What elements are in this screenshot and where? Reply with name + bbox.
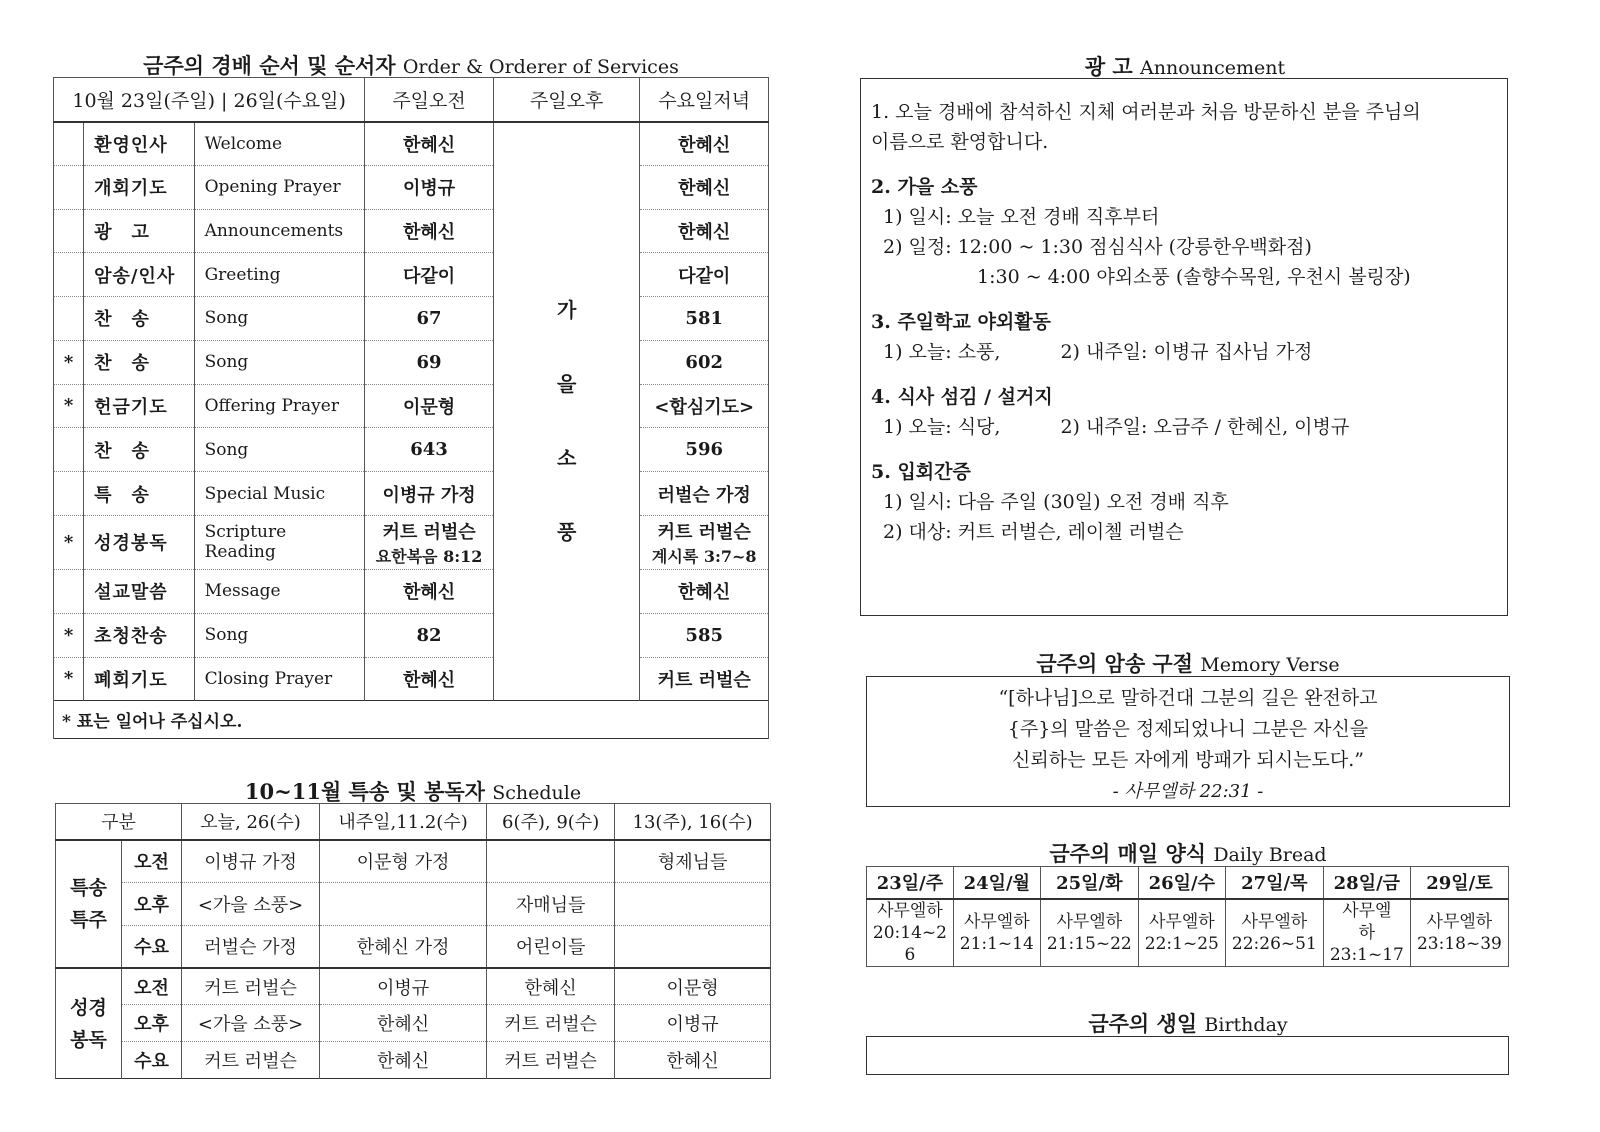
service-item-en: Song	[194, 297, 365, 341]
schedule-cell: 한혜신	[320, 1005, 487, 1042]
announcement-title-en: Announcement	[1140, 57, 1286, 79]
service-wed-cell	[640, 515, 769, 569]
service-wed-cell	[640, 613, 769, 657]
daily-bread-passage-line: 6	[904, 944, 916, 965]
service-pm-cell	[493, 122, 640, 701]
service-wed-cell	[640, 253, 769, 297]
stand-marker	[54, 570, 84, 614]
daily-bread-passage-line: 21:15~22	[1046, 933, 1132, 954]
announcement-item-3-next: 2) 내주일: 이병규 집사님 가정	[1060, 341, 1313, 363]
daily-bread-day: 29일/토	[1410, 867, 1508, 899]
service-item-ko: 특 송	[84, 472, 194, 516]
daily-bread-passage-line: 사무엘하	[1241, 911, 1308, 932]
stand-marker	[54, 428, 84, 472]
daily-bread-passage	[1323, 899, 1410, 967]
service-wed-cell	[640, 428, 769, 472]
service-am-cell	[365, 122, 494, 166]
service-am-person: 이병규	[402, 178, 456, 200]
schedule-cell: 이문형	[615, 968, 771, 1005]
service-row	[54, 472, 769, 516]
schedule-cell: 이병규 가정	[182, 840, 320, 883]
service-wed-person: <합심기도>	[654, 396, 755, 418]
daily-bread-day: 24일/월	[953, 867, 1040, 899]
memory-verse-line-2: {주}의 말씀은 정제되었나니 그분은 자신을	[1007, 718, 1369, 740]
services-title-ko: 금주의 경배 순서 및 순서자	[143, 53, 396, 78]
services-header-am: 주일오전	[365, 78, 494, 122]
service-wed-person: 581	[685, 307, 723, 329]
service-item-en: Scripture Reading	[194, 515, 365, 569]
daily-bread-passage-line: 23:18~39	[1416, 933, 1502, 954]
schedule-cell: 한혜신	[320, 1042, 487, 1079]
service-am-person: 한혜신	[402, 221, 456, 243]
service-am-person: 한혜신	[402, 582, 456, 604]
announcement-item-5-head: 5. 입회간증	[871, 461, 971, 483]
service-row	[54, 340, 769, 384]
schedule-title-ko: 10~11월 특송 및 봉독자	[244, 779, 485, 804]
memory-verse-reference: - 사무엘하 22:31 -	[1112, 781, 1264, 802]
daily-bread-title-en: Daily Bread	[1213, 844, 1327, 866]
service-item-en: Opening Prayer	[194, 165, 365, 209]
service-row	[54, 253, 769, 297]
memory-verse-title-ko: 금주의 암송 구절	[1036, 651, 1193, 676]
service-pm-char: 을	[556, 371, 577, 396]
service-wed-cell	[640, 122, 769, 166]
service-wed-cell	[640, 384, 769, 428]
service-wed-cell	[640, 472, 769, 516]
schedule-row	[56, 840, 771, 883]
announcement-item-2-head: 2. 가을 소풍	[871, 176, 978, 198]
announcement-box	[860, 78, 1508, 616]
birthday-box	[866, 1036, 1509, 1075]
services-header-date: 10월 23일(주일) | 26일(수요일)	[54, 78, 365, 122]
service-item-en: Closing Prayer	[194, 657, 365, 701]
schedule-cell: 한혜신	[487, 968, 615, 1005]
service-row	[54, 209, 769, 253]
schedule-group-label-part: 특주	[70, 908, 107, 931]
services-header-row	[54, 78, 769, 122]
daily-bread-passage-line: 사무엘하	[1148, 911, 1215, 932]
service-wed-person: 한혜신	[678, 178, 731, 200]
service-am-person: 643	[410, 439, 448, 461]
daily-bread-passage	[1225, 899, 1323, 967]
services-table	[53, 77, 769, 739]
daily-bread-day: 28일/금	[1323, 867, 1410, 899]
service-am-cell	[365, 165, 494, 209]
service-wed-cell	[640, 209, 769, 253]
service-am-cell	[365, 515, 494, 569]
schedule-cell: 커트 러벌슨	[182, 1042, 320, 1079]
announcement-title-ko: 광 고	[1084, 54, 1133, 79]
birthday-title	[866, 1008, 1510, 1038]
service-item-ko: 환영인사	[84, 122, 194, 166]
daily-bread-passage-line: 22:26~51	[1231, 933, 1317, 954]
service-item-en: Announcements	[194, 209, 365, 253]
service-item-ko: 찬 송	[84, 428, 194, 472]
service-item-ko: 개회기도	[84, 165, 194, 209]
service-am-cell	[365, 297, 494, 341]
schedule-header-row	[56, 804, 771, 840]
service-item-en: Welcome	[194, 122, 365, 166]
service-am-cell	[365, 570, 494, 614]
daily-bread-day: 27일/목	[1225, 867, 1323, 899]
daily-bread-table	[866, 866, 1509, 967]
daily-bread-header-row	[867, 867, 1509, 899]
daily-bread-passage	[867, 899, 954, 967]
daily-bread-passage	[1040, 899, 1138, 967]
daily-bread-passage-line: 사무엘	[1342, 900, 1392, 921]
service-am-person: 이문형	[402, 396, 456, 418]
schedule-cell	[487, 840, 615, 883]
service-item-ko: 성경봉독	[84, 515, 194, 569]
schedule-cell	[320, 882, 487, 925]
schedule-header-cell: 구분	[56, 804, 182, 840]
daily-bread-day: 26일/수	[1138, 867, 1225, 899]
announcement-item-5	[871, 457, 1493, 547]
service-row	[54, 297, 769, 341]
service-wed-person: 한혜신	[678, 221, 731, 243]
schedule-header-cell: 오늘, 26(수)	[182, 804, 320, 840]
schedule-row	[56, 925, 771, 968]
schedule-cell	[615, 882, 771, 925]
service-item-ko: 찬 송	[84, 297, 194, 341]
schedule-cell: 커트 러벌슨	[487, 1042, 615, 1079]
service-item-en: Song	[194, 340, 365, 384]
service-item-ko: 헌금기도	[84, 384, 194, 428]
memory-verse-title-en: Memory Verse	[1200, 654, 1340, 676]
schedule-title	[55, 776, 771, 806]
announcement-item-4-head: 4. 식사 섬김 / 설거지	[871, 386, 1053, 408]
stand-marker	[54, 297, 84, 341]
stand-marker	[54, 253, 84, 297]
service-am-person: 커트 러벌슨	[382, 521, 476, 543]
schedule-cell: 형제님들	[615, 840, 771, 883]
service-am-cell	[365, 472, 494, 516]
service-am-cell	[365, 209, 494, 253]
service-row	[54, 657, 769, 701]
service-item-en: Message	[194, 570, 365, 614]
daily-bread-day: 25일/화	[1040, 867, 1138, 899]
service-am-cell	[365, 657, 494, 701]
service-wed-person: 커트 러벌슨	[657, 669, 751, 691]
service-row	[54, 428, 769, 472]
daily-bread-passage-line: 23:1~17	[1329, 944, 1404, 965]
schedule-row	[56, 968, 771, 1005]
schedule-header-cell: 내주일,11.2(수)	[320, 804, 487, 840]
service-pm-char: 소	[556, 445, 577, 470]
schedule-cell: 이병규	[320, 968, 487, 1005]
announcement-item-4-today: 1) 오늘: 식당,	[883, 416, 1001, 438]
service-wed-cell	[640, 297, 769, 341]
service-am-person: 한혜신	[402, 669, 456, 691]
stand-marker	[54, 122, 84, 166]
schedule-slot: 오전	[122, 968, 182, 1005]
service-am-cell	[365, 384, 494, 428]
service-wed-person: 다같이	[678, 265, 731, 287]
service-wed-scripture: 계시록 3:7~8	[651, 546, 757, 566]
schedule-row	[56, 882, 771, 925]
daily-bread-row	[867, 899, 1509, 967]
service-row	[54, 384, 769, 428]
services-title	[53, 50, 769, 80]
daily-bread-passage-line: 22:1~25	[1144, 933, 1219, 954]
service-am-person: 다같이	[402, 265, 456, 287]
schedule-group-label-part: 성경	[70, 996, 107, 1019]
service-am-person: 한혜신	[402, 134, 456, 156]
stand-marker: *	[54, 515, 84, 569]
service-wed-person: 한혜신	[678, 582, 731, 604]
service-item-ko: 암송/인사	[84, 253, 194, 297]
service-am-cell	[365, 428, 494, 472]
announcement-item-3	[871, 307, 1493, 367]
announcement-item-2	[871, 172, 1493, 292]
service-item-ko: 초청찬송	[84, 613, 194, 657]
memory-verse-title	[866, 648, 1510, 678]
daily-bread-passage-line: 사무엘하	[1056, 911, 1123, 932]
schedule-group-label	[56, 968, 122, 1078]
services-footnote-row	[54, 701, 769, 739]
daily-bread-passage-line: 사무엘하	[1426, 911, 1493, 932]
announcement-item-5-line-2: 2) 대상: 커트 러벌슨, 레이첼 러벌슨	[883, 521, 1184, 543]
schedule-slot: 오전	[122, 840, 182, 883]
service-wed-person: 596	[685, 439, 723, 461]
service-am-person: 67	[416, 307, 442, 329]
service-wed-cell	[640, 570, 769, 614]
service-wed-person: 커트 러벌슨	[657, 521, 751, 543]
service-row	[54, 165, 769, 209]
birthday-title-ko: 금주의 생일	[1088, 1011, 1198, 1036]
stand-marker: *	[54, 657, 84, 701]
schedule-cell: 이병규	[615, 1005, 771, 1042]
services-title-en: Order & Orderer of Services	[402, 56, 679, 78]
service-am-person: 이병규 가정	[382, 484, 476, 506]
services-footnote: * 표는 일어나 주십시오.	[54, 701, 769, 739]
service-row	[54, 570, 769, 614]
schedule-group-label-part: 봉독	[70, 1028, 107, 1051]
service-am-cell	[365, 340, 494, 384]
schedule-slot: 오후	[122, 1005, 182, 1042]
schedule-slot: 수요	[122, 925, 182, 968]
daily-bread-title-ko: 금주의 매일 양식	[1049, 841, 1207, 866]
stand-marker: *	[54, 340, 84, 384]
services-header-pm: 주일오후	[493, 78, 640, 122]
announcement-title	[860, 51, 1510, 81]
service-row	[54, 515, 769, 569]
schedule-cell: 한혜신 가정	[320, 925, 487, 968]
service-wed-cell	[640, 657, 769, 701]
schedule-cell: 커트 러벌슨	[487, 1005, 615, 1042]
daily-bread-passage	[953, 899, 1040, 967]
service-item-ko: 설교말씀	[84, 570, 194, 614]
service-item-ko: 찬 송	[84, 340, 194, 384]
service-am-person: 69	[416, 351, 442, 373]
announcement-item-5-line-1: 1) 일시: 다음 주일 (30일) 오전 경배 직후	[883, 491, 1229, 513]
announcement-item-3-line	[871, 337, 1493, 367]
service-wed-person: 585	[685, 624, 723, 646]
birthday-title-en: Birthday	[1204, 1014, 1288, 1036]
announcement-item-2-line-3: 1:30 ~ 4:00 야외소풍 (솔향수목원, 우천시 볼링장)	[977, 266, 1411, 288]
announcement-item-4-line	[871, 412, 1493, 442]
announcement-item-1-line-1: 1. 오늘 경배에 참석하신 지체 여러분과 처음 방문하신 분을 주님의	[871, 101, 1421, 123]
service-wed-cell	[640, 165, 769, 209]
service-wed-person: 602	[685, 351, 723, 373]
schedule-slot: 오후	[122, 882, 182, 925]
schedule-cell: 러벌슨 가정	[182, 925, 320, 968]
service-item-en: Greeting	[194, 253, 365, 297]
service-row	[54, 613, 769, 657]
service-item-en: Song	[194, 428, 365, 472]
schedule-group-label	[56, 840, 122, 969]
schedule-cell: 한혜신	[615, 1042, 771, 1079]
service-am-cell	[365, 613, 494, 657]
schedule-cell: 자매님들	[487, 882, 615, 925]
memory-verse-line-3: 신뢰하는 모든 자에게 방패가 되시는도다.”	[1012, 749, 1364, 771]
service-item-en: Special Music	[194, 472, 365, 516]
services-header-wed: 수요일저녁	[640, 78, 769, 122]
stand-marker	[54, 209, 84, 253]
schedule-header-cell: 13(주), 16(수)	[615, 804, 771, 840]
schedule-slot: 수요	[122, 1042, 182, 1079]
announcement-item-3-today: 1) 오늘: 소풍,	[883, 341, 1001, 363]
service-item-en: Song	[194, 613, 365, 657]
service-item-ko: 광 고	[84, 209, 194, 253]
schedule-group-label-part: 특송	[70, 876, 107, 899]
announcement-item-4	[871, 382, 1493, 442]
service-item-ko: 폐회기도	[84, 657, 194, 701]
service-am-scripture: 요한복음 8:12	[375, 546, 483, 566]
schedule-title-en: Schedule	[492, 782, 582, 804]
service-pm-char: 풍	[556, 519, 577, 544]
daily-bread-passage-line: 20:14~2	[872, 922, 947, 943]
schedule-table	[55, 803, 771, 1079]
stand-marker	[54, 472, 84, 516]
schedule-cell: <가을 소풍>	[182, 882, 320, 925]
memory-verse-box	[866, 676, 1510, 807]
daily-bread-passage-line: 사무엘하	[877, 900, 943, 921]
announcement-item-2-line-2: 2) 일정: 12:00 ~ 1:30 점심식사 (강릉한우백화점)	[883, 236, 1312, 258]
service-am-cell	[365, 253, 494, 297]
stand-marker	[54, 165, 84, 209]
announcement-item-4-next: 2) 내주일: 오금주 / 한혜신, 이병규	[1060, 416, 1350, 438]
schedule-cell: <가을 소풍>	[182, 1005, 320, 1042]
daily-bread-passage	[1410, 899, 1508, 967]
stand-marker: *	[54, 613, 84, 657]
schedule-cell: 커트 러벌슨	[182, 968, 320, 1005]
announcement-item-1	[871, 97, 1493, 157]
daily-bread-passage-line: 21:1~14	[959, 933, 1034, 954]
announcement-item-1-line-2: 이름으로 환영합니다.	[871, 131, 1049, 153]
service-row	[54, 122, 769, 166]
announcement-item-3-head: 3. 주일학교 야외활동	[871, 311, 1051, 333]
stand-marker: *	[54, 384, 84, 428]
service-am-person: 82	[416, 624, 442, 646]
daily-bread-passage-line: 하	[1358, 922, 1376, 943]
service-wed-cell	[640, 340, 769, 384]
service-wed-person: 한혜신	[678, 134, 731, 156]
schedule-cell	[615, 925, 771, 968]
daily-bread-passage-line: 사무엘하	[963, 911, 1030, 932]
daily-bread-title	[866, 838, 1510, 868]
service-wed-person: 러벌슨 가정	[657, 484, 751, 506]
schedule-header-cell: 6(주), 9(수)	[487, 804, 615, 840]
daily-bread-passage	[1138, 899, 1225, 967]
announcement-item-2-line-1: 1) 일시: 오늘 오전 경배 직후부터	[883, 206, 1160, 228]
daily-bread-day: 23일/주	[867, 867, 954, 899]
schedule-cell: 이문형 가정	[320, 840, 487, 883]
service-pm-char: 가	[556, 297, 577, 322]
schedule-row	[56, 1042, 771, 1079]
service-item-en: Offering Prayer	[194, 384, 365, 428]
schedule-row	[56, 1005, 771, 1042]
memory-verse-line-1: “[하나님]으로 말하건대 그분의 길은 완전하고	[998, 687, 1378, 709]
schedule-cell: 어린이들	[487, 925, 615, 968]
